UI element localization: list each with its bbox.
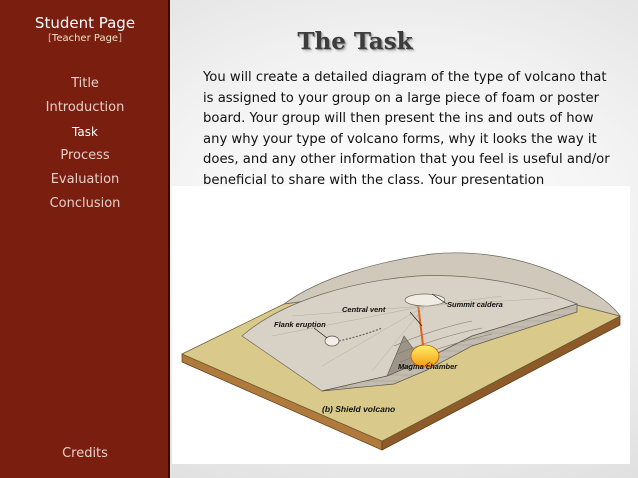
teacher-page-line [0,32,170,46]
label-central-vent: Central vent [342,305,386,314]
student-page-label: Student Page [34,14,136,32]
label-summit-caldera: Summit caldera [447,300,503,309]
teacher-page-link[interactable]: Teacher Page [51,33,119,44]
label-magma-chamber: Magma chamber [398,362,458,371]
flank-eruption-cone [325,336,339,346]
task-description: You will create a detailed diagram of the type of volcano that is assigned to your group on a large piece of foam or poster board. Your group will then present the ins and outs of how any why your type of volcano forms, why it looks the way it does, and any other information that you feel is useful and/or beneficial to share with the class. Your presentation [203,70,610,186]
shield-volcano-diagram [172,186,630,464]
page-title: The Task [297,28,413,55]
bracket-close: ] [118,33,122,44]
label-flank-eruption: Flank eruption [274,320,326,329]
nav-item-introduction[interactable]: Introduction [45,100,125,115]
sidebar-nav [0,72,170,216]
diagram-caption: (b) Shield volcano [322,404,396,414]
nav-item-conclusion[interactable]: Conclusion [49,196,121,211]
nav-item-credits[interactable]: Credits [62,446,108,461]
bracket-open: [ [48,33,52,44]
volcano-illustration [172,186,630,464]
sidebar-header [0,14,170,46]
nav-item-title[interactable]: Title [71,76,99,91]
nav-item-process[interactable]: Process [60,148,110,163]
nav-item-task[interactable]: Task [72,125,98,139]
nav-item-evaluation[interactable]: Evaluation [50,172,120,187]
sidebar [0,0,170,478]
